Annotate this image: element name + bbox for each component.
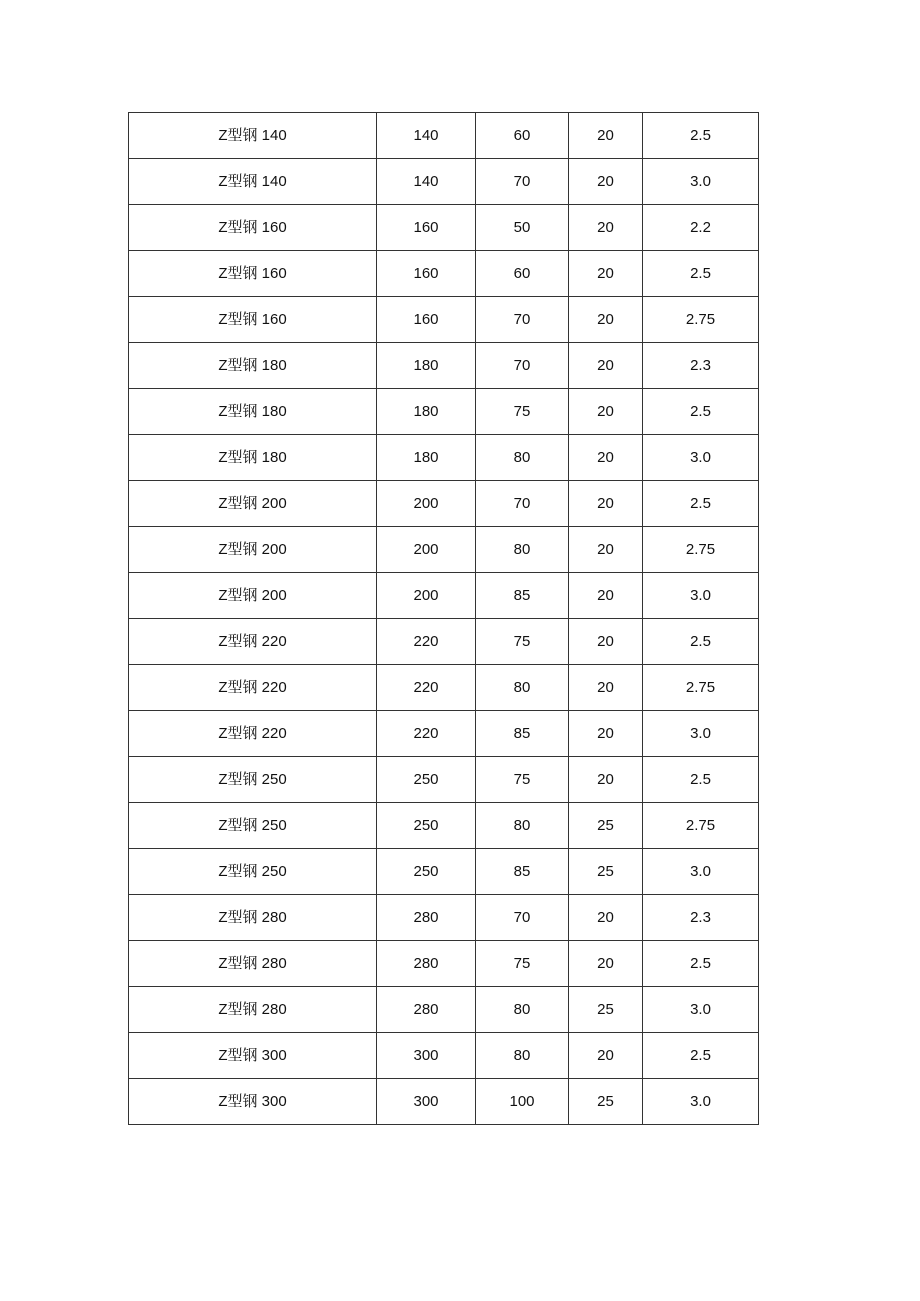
height-cell: 160 xyxy=(377,297,476,343)
model-cell: Z型钢 180 xyxy=(129,343,377,389)
width-cell: 85 xyxy=(476,711,569,757)
height-cell: 250 xyxy=(377,849,476,895)
thickness-cell: 2.3 xyxy=(643,895,759,941)
model-cell: Z型钢 140 xyxy=(129,113,377,159)
model-cell: Z型钢 250 xyxy=(129,803,377,849)
thickness-cell: 2.75 xyxy=(643,297,759,343)
lip-cell: 20 xyxy=(569,159,643,205)
height-cell: 140 xyxy=(377,113,476,159)
width-cell: 80 xyxy=(476,1033,569,1079)
thickness-cell: 3.0 xyxy=(643,711,759,757)
lip-cell: 20 xyxy=(569,297,643,343)
width-cell: 80 xyxy=(476,435,569,481)
height-cell: 200 xyxy=(377,481,476,527)
thickness-cell: 2.5 xyxy=(643,389,759,435)
thickness-cell: 2.2 xyxy=(643,205,759,251)
model-cell: Z型钢 160 xyxy=(129,297,377,343)
model-cell: Z型钢 300 xyxy=(129,1079,377,1125)
thickness-cell: 2.5 xyxy=(643,757,759,803)
width-cell: 70 xyxy=(476,343,569,389)
table-row xyxy=(129,297,759,343)
thickness-cell: 3.0 xyxy=(643,159,759,205)
lip-cell: 20 xyxy=(569,343,643,389)
lip-cell: 20 xyxy=(569,757,643,803)
width-cell: 50 xyxy=(476,205,569,251)
thickness-cell: 3.0 xyxy=(643,573,759,619)
thickness-cell: 3.0 xyxy=(643,1079,759,1125)
height-cell: 300 xyxy=(377,1033,476,1079)
height-cell: 300 xyxy=(377,1079,476,1125)
model-cell: Z型钢 280 xyxy=(129,895,377,941)
table-row xyxy=(129,573,759,619)
lip-cell: 25 xyxy=(569,1079,643,1125)
width-cell: 60 xyxy=(476,113,569,159)
model-cell: Z型钢 160 xyxy=(129,251,377,297)
thickness-cell: 2.5 xyxy=(643,251,759,297)
table-row xyxy=(129,251,759,297)
height-cell: 160 xyxy=(377,251,476,297)
thickness-cell: 2.5 xyxy=(643,1033,759,1079)
model-cell: Z型钢 220 xyxy=(129,665,377,711)
height-cell: 180 xyxy=(377,389,476,435)
table-row xyxy=(129,711,759,757)
width-cell: 75 xyxy=(476,757,569,803)
height-cell: 140 xyxy=(377,159,476,205)
height-cell: 200 xyxy=(377,527,476,573)
model-cell: Z型钢 220 xyxy=(129,619,377,665)
thickness-cell: 3.0 xyxy=(643,435,759,481)
width-cell: 85 xyxy=(476,573,569,619)
table-row xyxy=(129,849,759,895)
thickness-cell: 2.3 xyxy=(643,343,759,389)
lip-cell: 20 xyxy=(569,389,643,435)
thickness-cell: 2.75 xyxy=(643,665,759,711)
table-row xyxy=(129,481,759,527)
lip-cell: 25 xyxy=(569,803,643,849)
table-row xyxy=(129,941,759,987)
width-cell: 85 xyxy=(476,849,569,895)
z-steel-spec-table xyxy=(128,112,759,1125)
table-row xyxy=(129,205,759,251)
height-cell: 220 xyxy=(377,665,476,711)
model-cell: Z型钢 280 xyxy=(129,987,377,1033)
lip-cell: 20 xyxy=(569,1033,643,1079)
width-cell: 70 xyxy=(476,159,569,205)
lip-cell: 20 xyxy=(569,481,643,527)
model-cell: Z型钢 200 xyxy=(129,573,377,619)
model-cell: Z型钢 180 xyxy=(129,435,377,481)
table-row xyxy=(129,343,759,389)
table-row xyxy=(129,987,759,1033)
height-cell: 280 xyxy=(377,941,476,987)
lip-cell: 20 xyxy=(569,205,643,251)
model-cell: Z型钢 280 xyxy=(129,941,377,987)
width-cell: 75 xyxy=(476,619,569,665)
width-cell: 80 xyxy=(476,527,569,573)
thickness-cell: 2.5 xyxy=(643,619,759,665)
thickness-cell: 2.75 xyxy=(643,803,759,849)
table-row xyxy=(129,895,759,941)
width-cell: 75 xyxy=(476,389,569,435)
table-row xyxy=(129,619,759,665)
table-row xyxy=(129,1079,759,1125)
table-row xyxy=(129,665,759,711)
height-cell: 180 xyxy=(377,343,476,389)
lip-cell: 20 xyxy=(569,619,643,665)
width-cell: 75 xyxy=(476,941,569,987)
lip-cell: 20 xyxy=(569,665,643,711)
thickness-cell: 2.75 xyxy=(643,527,759,573)
height-cell: 280 xyxy=(377,987,476,1033)
thickness-cell: 3.0 xyxy=(643,849,759,895)
lip-cell: 25 xyxy=(569,849,643,895)
width-cell: 60 xyxy=(476,251,569,297)
table-row xyxy=(129,803,759,849)
height-cell: 200 xyxy=(377,573,476,619)
height-cell: 250 xyxy=(377,757,476,803)
height-cell: 220 xyxy=(377,711,476,757)
lip-cell: 20 xyxy=(569,711,643,757)
table-row xyxy=(129,389,759,435)
lip-cell: 20 xyxy=(569,113,643,159)
thickness-cell: 2.5 xyxy=(643,481,759,527)
width-cell: 70 xyxy=(476,481,569,527)
width-cell: 80 xyxy=(476,803,569,849)
lip-cell: 20 xyxy=(569,895,643,941)
lip-cell: 20 xyxy=(569,941,643,987)
thickness-cell: 3.0 xyxy=(643,987,759,1033)
width-cell: 100 xyxy=(476,1079,569,1125)
model-cell: Z型钢 250 xyxy=(129,849,377,895)
table-row xyxy=(129,527,759,573)
model-cell: Z型钢 200 xyxy=(129,527,377,573)
table-row xyxy=(129,757,759,803)
height-cell: 280 xyxy=(377,895,476,941)
height-cell: 250 xyxy=(377,803,476,849)
height-cell: 160 xyxy=(377,205,476,251)
model-cell: Z型钢 200 xyxy=(129,481,377,527)
table-row xyxy=(129,435,759,481)
model-cell: Z型钢 250 xyxy=(129,757,377,803)
model-cell: Z型钢 140 xyxy=(129,159,377,205)
model-cell: Z型钢 160 xyxy=(129,205,377,251)
height-cell: 180 xyxy=(377,435,476,481)
lip-cell: 25 xyxy=(569,987,643,1033)
spec-table-body xyxy=(129,113,759,1125)
lip-cell: 20 xyxy=(569,435,643,481)
width-cell: 70 xyxy=(476,895,569,941)
width-cell: 80 xyxy=(476,665,569,711)
table-row xyxy=(129,1033,759,1079)
width-cell: 70 xyxy=(476,297,569,343)
lip-cell: 20 xyxy=(569,527,643,573)
thickness-cell: 2.5 xyxy=(643,113,759,159)
model-cell: Z型钢 300 xyxy=(129,1033,377,1079)
lip-cell: 20 xyxy=(569,251,643,297)
width-cell: 80 xyxy=(476,987,569,1033)
table-row xyxy=(129,113,759,159)
table-row xyxy=(129,159,759,205)
thickness-cell: 2.5 xyxy=(643,941,759,987)
model-cell: Z型钢 220 xyxy=(129,711,377,757)
height-cell: 220 xyxy=(377,619,476,665)
model-cell: Z型钢 180 xyxy=(129,389,377,435)
lip-cell: 20 xyxy=(569,573,643,619)
